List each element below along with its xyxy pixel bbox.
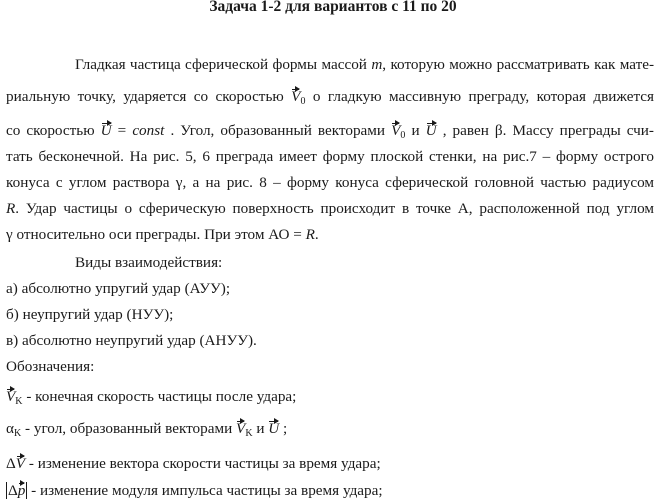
notation-vk: $V_K$ - конечная скорость частицы после удара; <box>6 388 297 407</box>
interactions-heading: Виды взаимодействия: <box>75 254 223 271</box>
notation-delta-v: ΔV - изменение вектора скорости частицы за время удара; <box>6 455 381 472</box>
notation-delta-p: Δp - изменение модуля импульса частицы за время удара; <box>8 482 383 499</box>
paragraph-line-1: Гладкая частица сферической формы массой m, которую можно рассматривать как мате- <box>75 56 655 73</box>
paragraph-line-7: γ относительно оси преграды. При этом АО = R. <box>6 226 319 243</box>
velocity-u-symbol: U <box>425 122 437 139</box>
interaction-item-elastic: а) абсолютно упругий удар (АУУ); <box>6 280 231 297</box>
interaction-item-inelastic: б) неупругий удар (НУУ); <box>6 306 174 323</box>
page-title: Задача 1-2 для вариантов с 11 по 20 <box>209 0 457 15</box>
velocity-u-symbol: U <box>268 420 280 437</box>
momentum-magnitude-symbol: Δp <box>8 482 26 499</box>
velocity-vk-symbol: V <box>6 388 16 405</box>
velocity-v0-symbol: V <box>391 122 401 139</box>
velocity-vk-symbol: V <box>236 420 246 437</box>
paragraph-line-4: тать бесконечной. На рис. 5, 6 преграда имеет форму плоской стенки, на рис.7 – форму острого <box>6 148 654 165</box>
paragraph-line-5: конуса с углом раствора γ, а на рис. 8 – форму конуса сферической головной частью радиусом <box>6 174 654 191</box>
velocity-u-symbol: U <box>100 122 112 139</box>
notation-heading: Обозначения: <box>6 358 95 375</box>
velocity-v0-symbol: V <box>291 88 301 105</box>
mass-symbol: m <box>371 56 383 73</box>
paragraph-line-6: R. Удар частицы о сферическую поверхность происходит в точке А, расположенной под углом <box>6 200 654 217</box>
paragraph-line-2: риальную точку, ударяется со скоростью $V_0$ о гладкую массивную преграду, которая движется <box>6 88 654 107</box>
interaction-item-perfectly-inelastic: в) абсолютно неупругий удар (АНУУ). <box>6 332 257 349</box>
notation-alpha: $\alpha_K$ - угол, образованный векторами $V_K$ и U ; <box>6 420 288 439</box>
delta-velocity-symbol: V <box>15 455 26 472</box>
paragraph-line-3: со скоростью U = const . Угол, образованный векторами $V_0$ и U , равен β. Массу преграды счи- <box>6 122 654 141</box>
